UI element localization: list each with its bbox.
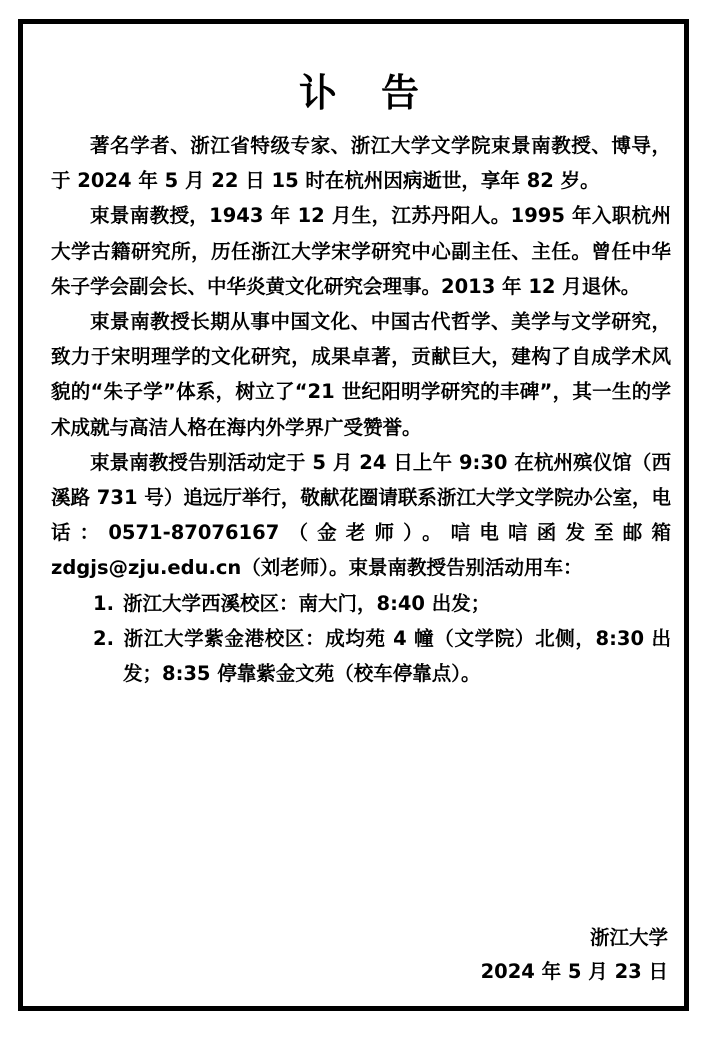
title-char-2: 告 — [381, 71, 422, 115]
signature-organization: 浙江大学 — [589, 926, 668, 949]
signature-block — [481, 921, 668, 989]
list-item-number: 1. — [93, 591, 114, 615]
paragraph-death-announcement: 著名学者、浙江省特级专家、浙江大学文学院束景南教授、博导，于 2024 年 5 月 22 日 15 时在杭州因病逝世，享年 82 岁。 — [51, 134, 671, 193]
list-item-text: 浙江大学紫金港校区：成均苑 4 幢（文学院）北侧，8:30 出发；8:35 停靠紫金文苑（校车停靠点）。 — [123, 626, 671, 686]
list-item — [51, 586, 671, 621]
bus-schedule-list — [51, 586, 671, 692]
title-char-1: 讣 — [298, 71, 339, 115]
paragraph-academic-achievements: 束景南教授长期从事中国文化、中国古代哲学、美学与文学研究，致力于宋明理学的文化研究，成果卓著，贡献巨大，建构了自成学术风貌的“朱子学”体系，树立了“21 世纪阳明学研究的丰碑”，其一生的学术成就与高洁人格在海内外学界广受赞誉。 — [51, 310, 671, 439]
signature-date: 2024 年 5 月 23 日 — [480, 960, 668, 983]
list-item-text: 浙江大学西溪校区：南大门，8:40 出发； — [123, 591, 491, 615]
notice-body — [51, 128, 671, 691]
notice-title — [0, 62, 720, 117]
paragraph-biography: 束景南教授，1943 年 12 月生，江苏丹阳人。1995 年入职杭州大学古籍研究所，历任浙江大学宋学研究中心副主任、主任。曾任中华朱子学会副会长、中华炎黄文化研究会理事。2013 年 12 月退休。 — [51, 204, 671, 298]
paragraph-memorial-service: 束景南教授告别活动定于 5 月 24 日上午 9:30 在杭州殡仪馆（西溪路 731 号）追远厅举行，敬献花圈请联系浙江大学文学院办公室，电话：0571-87076167（金老师）。唁电唁函发至邮箱 zdgjs@zju.edu.cn（刘老师）。束景南教授告别活动用车： — [51, 450, 671, 580]
list-item-number: 2. — [93, 626, 114, 650]
list-item — [51, 621, 671, 691]
